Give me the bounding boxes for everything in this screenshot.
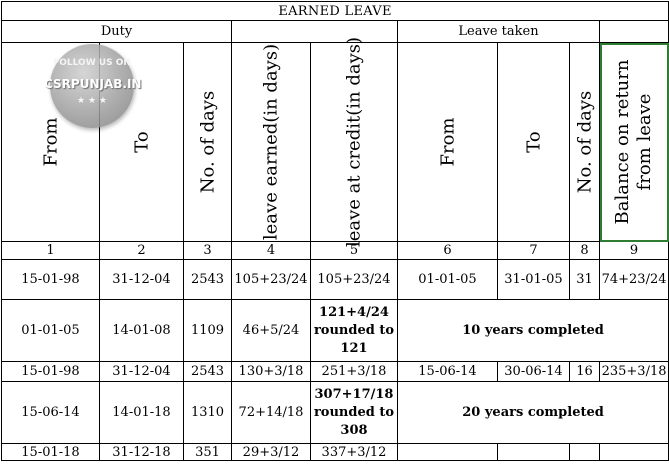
cell-duty-from: 15-01-98	[2, 260, 100, 300]
header-leave-days	[570, 43, 600, 242]
cell-balance: 74+23/24	[600, 260, 669, 300]
header-label: From	[40, 117, 61, 167]
cell-duty-to: 31-12-04	[100, 260, 184, 300]
cell-leave-credit-rounded	[311, 300, 398, 362]
table-row	[2, 260, 669, 300]
column-number: 2	[100, 242, 184, 260]
table-row	[2, 382, 669, 444]
group-blank-right	[600, 21, 669, 43]
credit-value: 307+17/18	[314, 386, 394, 402]
column-number: 4	[232, 242, 311, 260]
column-number: 6	[398, 242, 498, 260]
cell-leave-earned: 46+5/24	[232, 300, 311, 362]
table-row	[2, 444, 669, 461]
group-blank	[232, 21, 398, 43]
header-label: No. of days	[574, 90, 595, 194]
column-number: 7	[498, 242, 570, 260]
cell-leave-credit: 337+3/12	[311, 444, 398, 461]
header-label: No. of days	[197, 90, 218, 194]
cell-leave-from: 01-01-05	[398, 260, 498, 300]
cell-balance	[600, 444, 669, 461]
group-duty: Duty	[2, 21, 232, 43]
cell-duty-to: 14-01-18	[100, 382, 184, 444]
header-leave-earned	[232, 43, 311, 242]
cell-leave-credit-rounded	[311, 382, 398, 444]
header-duty-days	[184, 43, 232, 242]
watermark-star-icon: ★ ★ ★	[77, 96, 107, 106]
cell-duty-from: 15-06-14	[2, 382, 100, 444]
header-label: To	[523, 131, 544, 153]
cell-duty-days: 2543	[184, 362, 232, 382]
cell-duty-from: 01-01-05	[2, 300, 100, 362]
watermark-logo	[44, 44, 142, 128]
cell-duty-to: 14-01-08	[100, 300, 184, 362]
column-number: 1	[2, 242, 100, 260]
cell-leave-earned: 72+14/18	[232, 382, 311, 444]
cell-leave-from	[398, 444, 498, 461]
column-number: 3	[184, 242, 232, 260]
cell-leave-credit: 251+3/18	[311, 362, 398, 382]
header-label: leave earned(in days)	[260, 43, 282, 241]
watermark-site-text: CSRPUNJAB.IN	[44, 77, 142, 91]
table-row	[2, 300, 669, 362]
cell-leave-to: 31-01-05	[498, 260, 570, 300]
credit-note: rounded to	[313, 322, 395, 338]
cell-duty-days: 351	[184, 444, 232, 461]
header-label: To	[131, 131, 152, 153]
cell-leave-earned: 29+3/12	[232, 444, 311, 461]
credit-rounded: 121	[340, 340, 368, 356]
cell-leave-from: 15-06-14	[398, 362, 498, 382]
watermark-top-text: FOLLOW US ON	[53, 58, 131, 68]
cell-leave-to: 30-06-14	[498, 362, 570, 382]
header-leave-credit	[311, 37, 398, 247]
cell-leave-credit: 105+23/24	[311, 260, 398, 300]
cell-leave-earned: 130+3/18	[232, 362, 311, 382]
column-number: 5	[311, 242, 398, 260]
column-number: 9	[600, 242, 669, 260]
cell-leave-days: 31	[570, 260, 600, 300]
cell-duty-days: 1310	[184, 382, 232, 444]
header-balance[interactable]	[600, 43, 669, 242]
cell-duty-from: 15-01-98	[2, 362, 100, 382]
cell-leave-to	[498, 444, 570, 461]
milestone-note: 20 years completed	[398, 382, 669, 444]
header-label: From	[437, 117, 458, 167]
milestone-note: 10 years completed	[398, 300, 669, 362]
cell-leave-earned: 105+23/24	[232, 260, 311, 300]
table-title: EARNED LEAVE	[2, 2, 669, 21]
credit-rounded: 308	[340, 422, 368, 438]
cell-duty-days: 2543	[184, 260, 232, 300]
header-leave-to	[498, 43, 570, 242]
cell-duty-days: 1109	[184, 300, 232, 362]
cell-duty-to: 31-12-18	[100, 444, 184, 461]
credit-note: rounded to	[313, 404, 395, 420]
table-row	[2, 362, 669, 382]
cell-leave-days	[570, 444, 600, 461]
column-number: 8	[570, 242, 600, 260]
header-label: leave at credit(in days)	[343, 37, 365, 247]
cell-duty-from: 15-01-18	[2, 444, 100, 461]
cell-leave-days: 16	[570, 362, 600, 382]
header-leave-from	[398, 43, 498, 242]
cell-balance: 235+3/18	[600, 362, 669, 382]
credit-value: 121+4/24	[319, 304, 389, 320]
header-label: Balance on return from leave	[612, 59, 656, 225]
cell-duty-to: 31-12-04	[100, 362, 184, 382]
group-leave-taken: Leave taken	[398, 21, 600, 43]
